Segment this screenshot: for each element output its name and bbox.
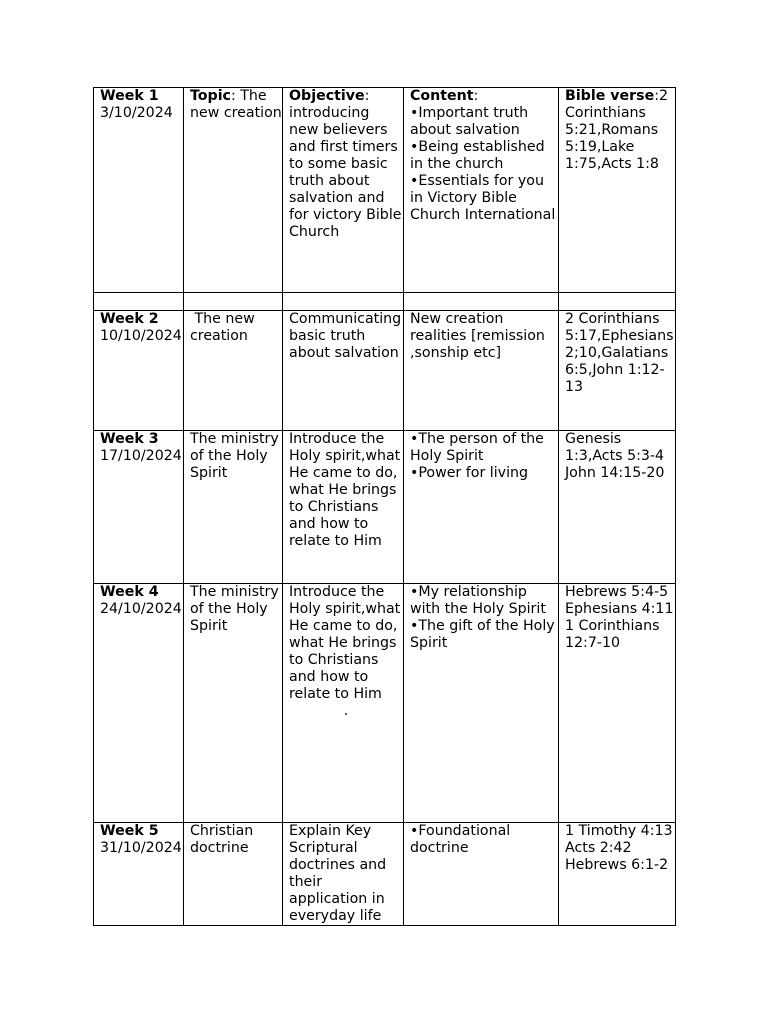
content-item: •Essentials for you in Victory Bible Church International [410, 173, 556, 223]
objective-text: Introduce the Holy spirit,what He came to do, what He brings to Christians and how to relate to Him [289, 584, 405, 702]
verse-cell [559, 431, 676, 584]
verse-cell [559, 311, 676, 431]
week-label: Week 3 [100, 431, 159, 447]
week-date: 10/10/2024 [100, 328, 182, 344]
table-row [94, 584, 676, 823]
empty-row [94, 293, 676, 311]
weekly-schedule-table [93, 87, 676, 926]
objective-cell [283, 823, 404, 926]
content-cell [404, 584, 559, 823]
verse-text: 1 Timothy 4:13 [565, 823, 673, 839]
week-label: Week 2 [100, 311, 159, 327]
verse-cell [559, 584, 676, 823]
table-row [94, 431, 676, 584]
verse-text: Hebrews 5:4-5 [565, 584, 669, 600]
verse-text: Acts 2:42 [565, 840, 632, 856]
week-cell [94, 88, 184, 293]
objective-cell [283, 584, 404, 823]
verse-heading: Bible verse [565, 88, 655, 104]
verse-text: John 14:15-20 [565, 465, 665, 481]
verse-text: 1 Corinthians 12:7-10 [565, 618, 664, 651]
objective-dot: . [343, 703, 349, 719]
week-label: Week 4 [100, 584, 159, 600]
week-date: 24/10/2024 [100, 601, 182, 617]
content-item: •Power for living [410, 465, 529, 481]
verse-text: Ephesians 4:11 [565, 601, 674, 617]
topic-text: Christian doctrine [190, 823, 258, 856]
content-cell [404, 431, 559, 584]
topic-cell [184, 584, 283, 823]
topic-cell [184, 88, 283, 293]
week-label: Week 1 [100, 88, 159, 104]
topic-cell [184, 311, 283, 431]
content-cell [404, 311, 559, 431]
content-text: New creation realities [remission ,sonship etc] [410, 311, 550, 361]
content-cell [404, 823, 559, 926]
content-item: •My relationship with the Holy Spirit [410, 584, 546, 617]
verse-text: :2 Corinthians 5:21,Romans 5:19,Lake 1:75,Acts 1:8 [565, 88, 669, 172]
objective-cell [283, 311, 404, 431]
verse-text: Hebrews 6:1-2 [565, 857, 669, 873]
content-item: •Foundational doctrine [410, 823, 515, 856]
table-row [94, 88, 676, 293]
week-cell [94, 431, 184, 584]
objective-cell [283, 88, 404, 293]
objective-cell [283, 431, 404, 584]
verse-text: 2 Corinthians 5:17,Ephesians 2;10,Galatians 6:5,John 1:12-13 [565, 311, 678, 395]
verse-cell [559, 823, 676, 926]
week-cell [94, 311, 184, 431]
week-label: Week 5 [100, 823, 159, 839]
objective-text: Introduce the Holy spirit,what He came to do, what He brings to Christians and how to relate to Him [289, 431, 405, 549]
content-item: •Important truth about salvation [410, 105, 533, 138]
week-date: 3/10/2024 [100, 105, 173, 121]
table-row [94, 311, 676, 431]
table-row [94, 823, 676, 926]
objective-heading: Objective [289, 88, 365, 104]
topic-cell [184, 823, 283, 926]
content-item: •The gift of the Holy Spirit [410, 618, 560, 651]
objective-text: : introducing new believers and first timers to some basic truth about salvation and for victory Bible Church [289, 88, 402, 240]
week-date: 31/10/2024 [100, 840, 182, 856]
content-cell [404, 88, 559, 293]
objective-text: Explain Key Scriptural doctrines and their application in everyday life [289, 823, 391, 924]
content-heading: Content [410, 88, 474, 104]
topic-heading: Topic [190, 88, 231, 104]
verse-text: Genesis 1:3,Acts 5:3-4 [565, 431, 665, 464]
topic-text: The new creation [190, 311, 260, 344]
verse-cell [559, 88, 676, 293]
week-date: 17/10/2024 [100, 448, 182, 464]
week-cell [94, 584, 184, 823]
topic-text: The ministry of the Holy Spirit [190, 431, 284, 481]
objective-text: Communicating basic truth about salvation [289, 311, 406, 361]
content-colon: : [473, 88, 479, 104]
week-cell [94, 823, 184, 926]
content-item: •Being established in the church [410, 139, 550, 172]
content-item: •The person of the Holy Spirit [410, 431, 549, 464]
topic-text: The ministry of the Holy Spirit [190, 584, 284, 634]
topic-text: : The new creation [190, 88, 282, 121]
topic-cell [184, 431, 283, 584]
